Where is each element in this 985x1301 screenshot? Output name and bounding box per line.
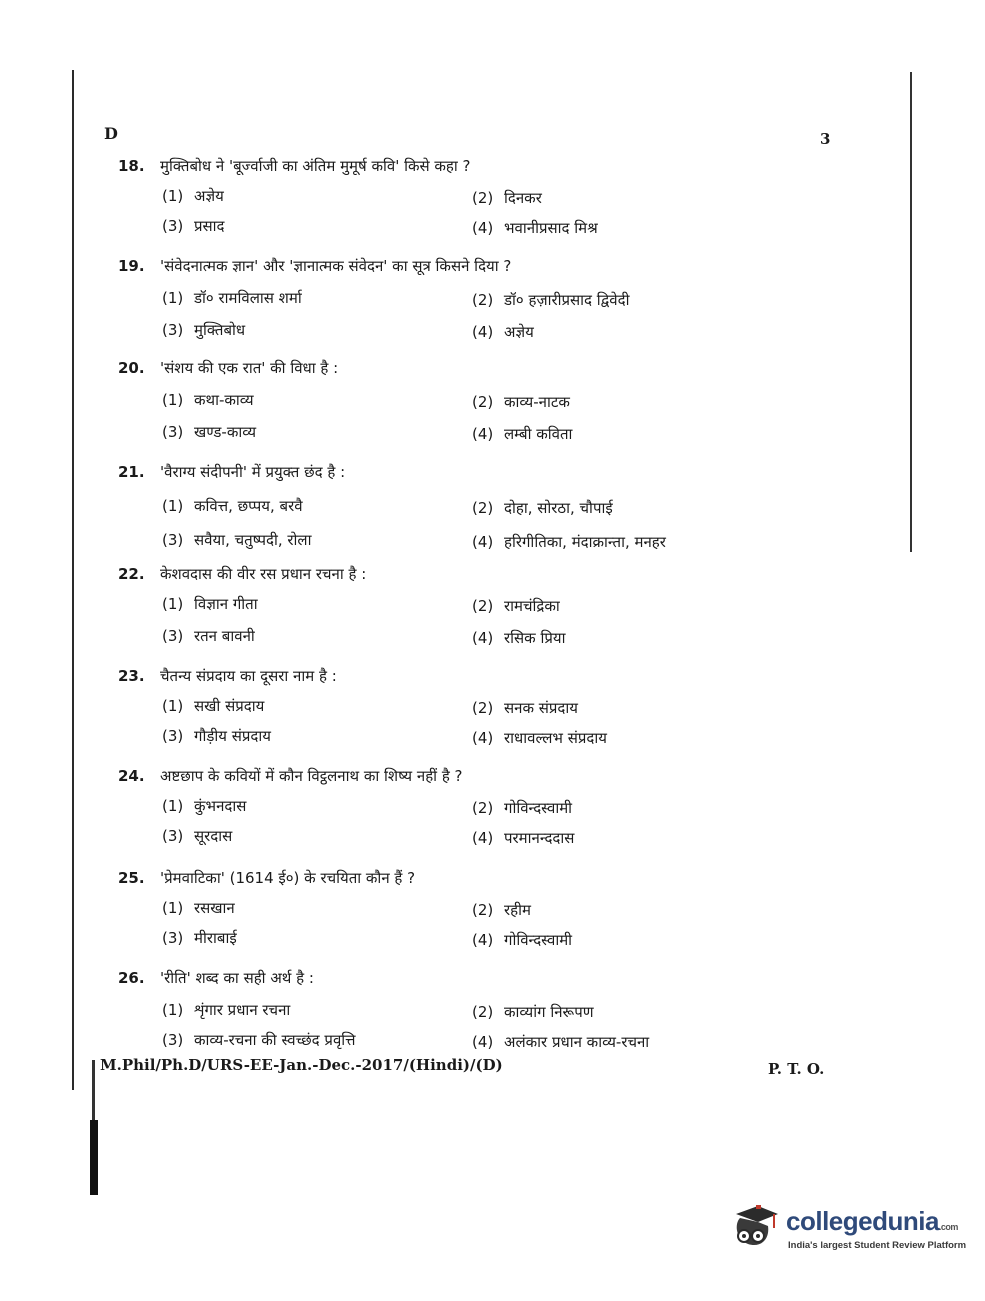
binding-mark (90, 1120, 98, 1195)
option: (4) अलंकार प्रधान काव्य-रचना (472, 1033, 650, 1051)
question-text: 'प्रेमवाटिका' (1614 ई०) के रचयिता कौन हैं ? (160, 869, 416, 887)
option: (1) सखी संप्रदाय (162, 697, 265, 715)
question-text: अष्टछाप के कवियों में कौन विट्ठलनाथ का शिष्य नहीं है ? (160, 767, 463, 785)
question-number: 20. (118, 359, 145, 377)
option: (1) रसखान (162, 899, 235, 917)
option: (3) रतन बावनी (162, 627, 255, 645)
option: (1) विज्ञान गीता (162, 595, 258, 613)
option: (2) डॉ० हज़ारीप्रसाद द्विवेदी (472, 291, 630, 309)
question-number: 26. (118, 969, 145, 987)
question-number: 22. (118, 565, 145, 583)
option: (1) कवित्त, छप्पय, बरवै (162, 497, 303, 515)
option: (2) दिनकर (472, 189, 542, 207)
question-text: मुक्तिबोध ने 'बूर्ज्वाजी का अंतिम मुमूर्ष कवि' किसे कहा ? (160, 157, 471, 175)
option: (1) कथा-काव्य (162, 391, 254, 409)
option: (1) कुंभनदास (162, 797, 247, 815)
option: (4) राधावल्लभ संप्रदाय (472, 729, 607, 747)
question-item (118, 666, 738, 747)
brand-tagline: India's largest Student Review Platform (788, 1240, 967, 1251)
option: (4) रसिक प्रिया (472, 629, 566, 647)
brand-tld: .com (938, 1222, 958, 1232)
question-text: 'संशय की एक रात' की विधा है : (160, 359, 339, 377)
option: (4) लम्बी कविता (472, 425, 573, 443)
question-item (118, 358, 738, 443)
option: (2) गोविन्दस्वामी (472, 799, 573, 817)
question-item (118, 868, 738, 949)
question-number: 19. (118, 257, 145, 275)
question-text: चैतन्य संप्रदाय का दूसरा नाम है : (160, 667, 337, 685)
option: (4) हरिगीतिका, मंदाक्रान्ता, मनहर (472, 533, 666, 551)
question-number: 25. (118, 869, 145, 887)
option: (4) अज्ञेय (472, 323, 534, 341)
option: (3) गौड़ीय संप्रदाय (162, 727, 271, 745)
option: (4) परमानन्ददास (472, 829, 575, 847)
question-number: 23. (118, 667, 145, 685)
question-item (118, 256, 738, 341)
brand-name: collegedunia (786, 1206, 939, 1236)
question-text: केशवदास की वीर रस प्रधान रचना है : (160, 565, 367, 583)
page-edge-line (72, 70, 74, 1090)
option: (3) मीराबाई (162, 929, 237, 947)
option: (2) रामचंद्रिका (472, 597, 560, 615)
option: (1) डॉ० रामविलास शर्मा (162, 289, 302, 307)
option: (2) रहीम (472, 901, 531, 919)
option: (2) काव्य-नाटक (472, 393, 570, 411)
pto-label: P. T. O. (768, 1060, 825, 1078)
paper-code: M.Phil/Ph.D/URS-EE-Jan.-Dec.-2017/(Hindi)/(D) (100, 1056, 503, 1074)
option: (3) खण्ड-काव्य (162, 423, 257, 441)
page-number: 3 (820, 130, 831, 148)
option: (2) सनक संप्रदाय (472, 699, 578, 717)
option: (3) मुक्तिबोध (162, 321, 246, 339)
question-item (118, 766, 738, 847)
question-item (118, 156, 738, 237)
collegedunia-logo (728, 1200, 967, 1260)
question-item (118, 462, 738, 551)
option: (2) काव्यांग निरूपण (472, 1003, 594, 1021)
option: (1) अज्ञेय (162, 187, 224, 205)
question-number: 18. (118, 157, 145, 175)
option: (3) प्रसाद (162, 217, 225, 235)
question-text: 'संवेदनात्मक ज्ञान' और 'ज्ञानात्मक संवेदन' का सूत्र किसने दिया ? (160, 257, 512, 275)
binding-mark (92, 1060, 95, 1120)
question-text: 'वैराग्य संदीपनी' में प्रयुक्त छंद है : (160, 463, 346, 481)
question-item (118, 564, 738, 647)
option: (4) भवानीप्रसाद मिश्र (472, 219, 598, 237)
mascot-icon (728, 1200, 780, 1252)
question-number: 21. (118, 463, 145, 481)
option: (1) शृंगार प्रधान रचना (162, 1001, 291, 1019)
option: (2) दोहा, सोरठा, चौपाई (472, 499, 613, 517)
option: (3) सवैया, चतुष्पदी, रोला (162, 531, 312, 549)
booklet-series: D (104, 124, 118, 143)
option: (4) गोविन्दस्वामी (472, 931, 573, 949)
question-text: 'रीति' शब्द का सही अर्थ है : (160, 969, 314, 987)
option: (3) काव्य-रचना की स्वच्छंद प्रवृत्ति (162, 1031, 356, 1049)
page-edge-line (910, 72, 912, 552)
question-item (118, 968, 738, 1051)
option: (3) सूरदास (162, 827, 233, 845)
question-number: 24. (118, 767, 145, 785)
